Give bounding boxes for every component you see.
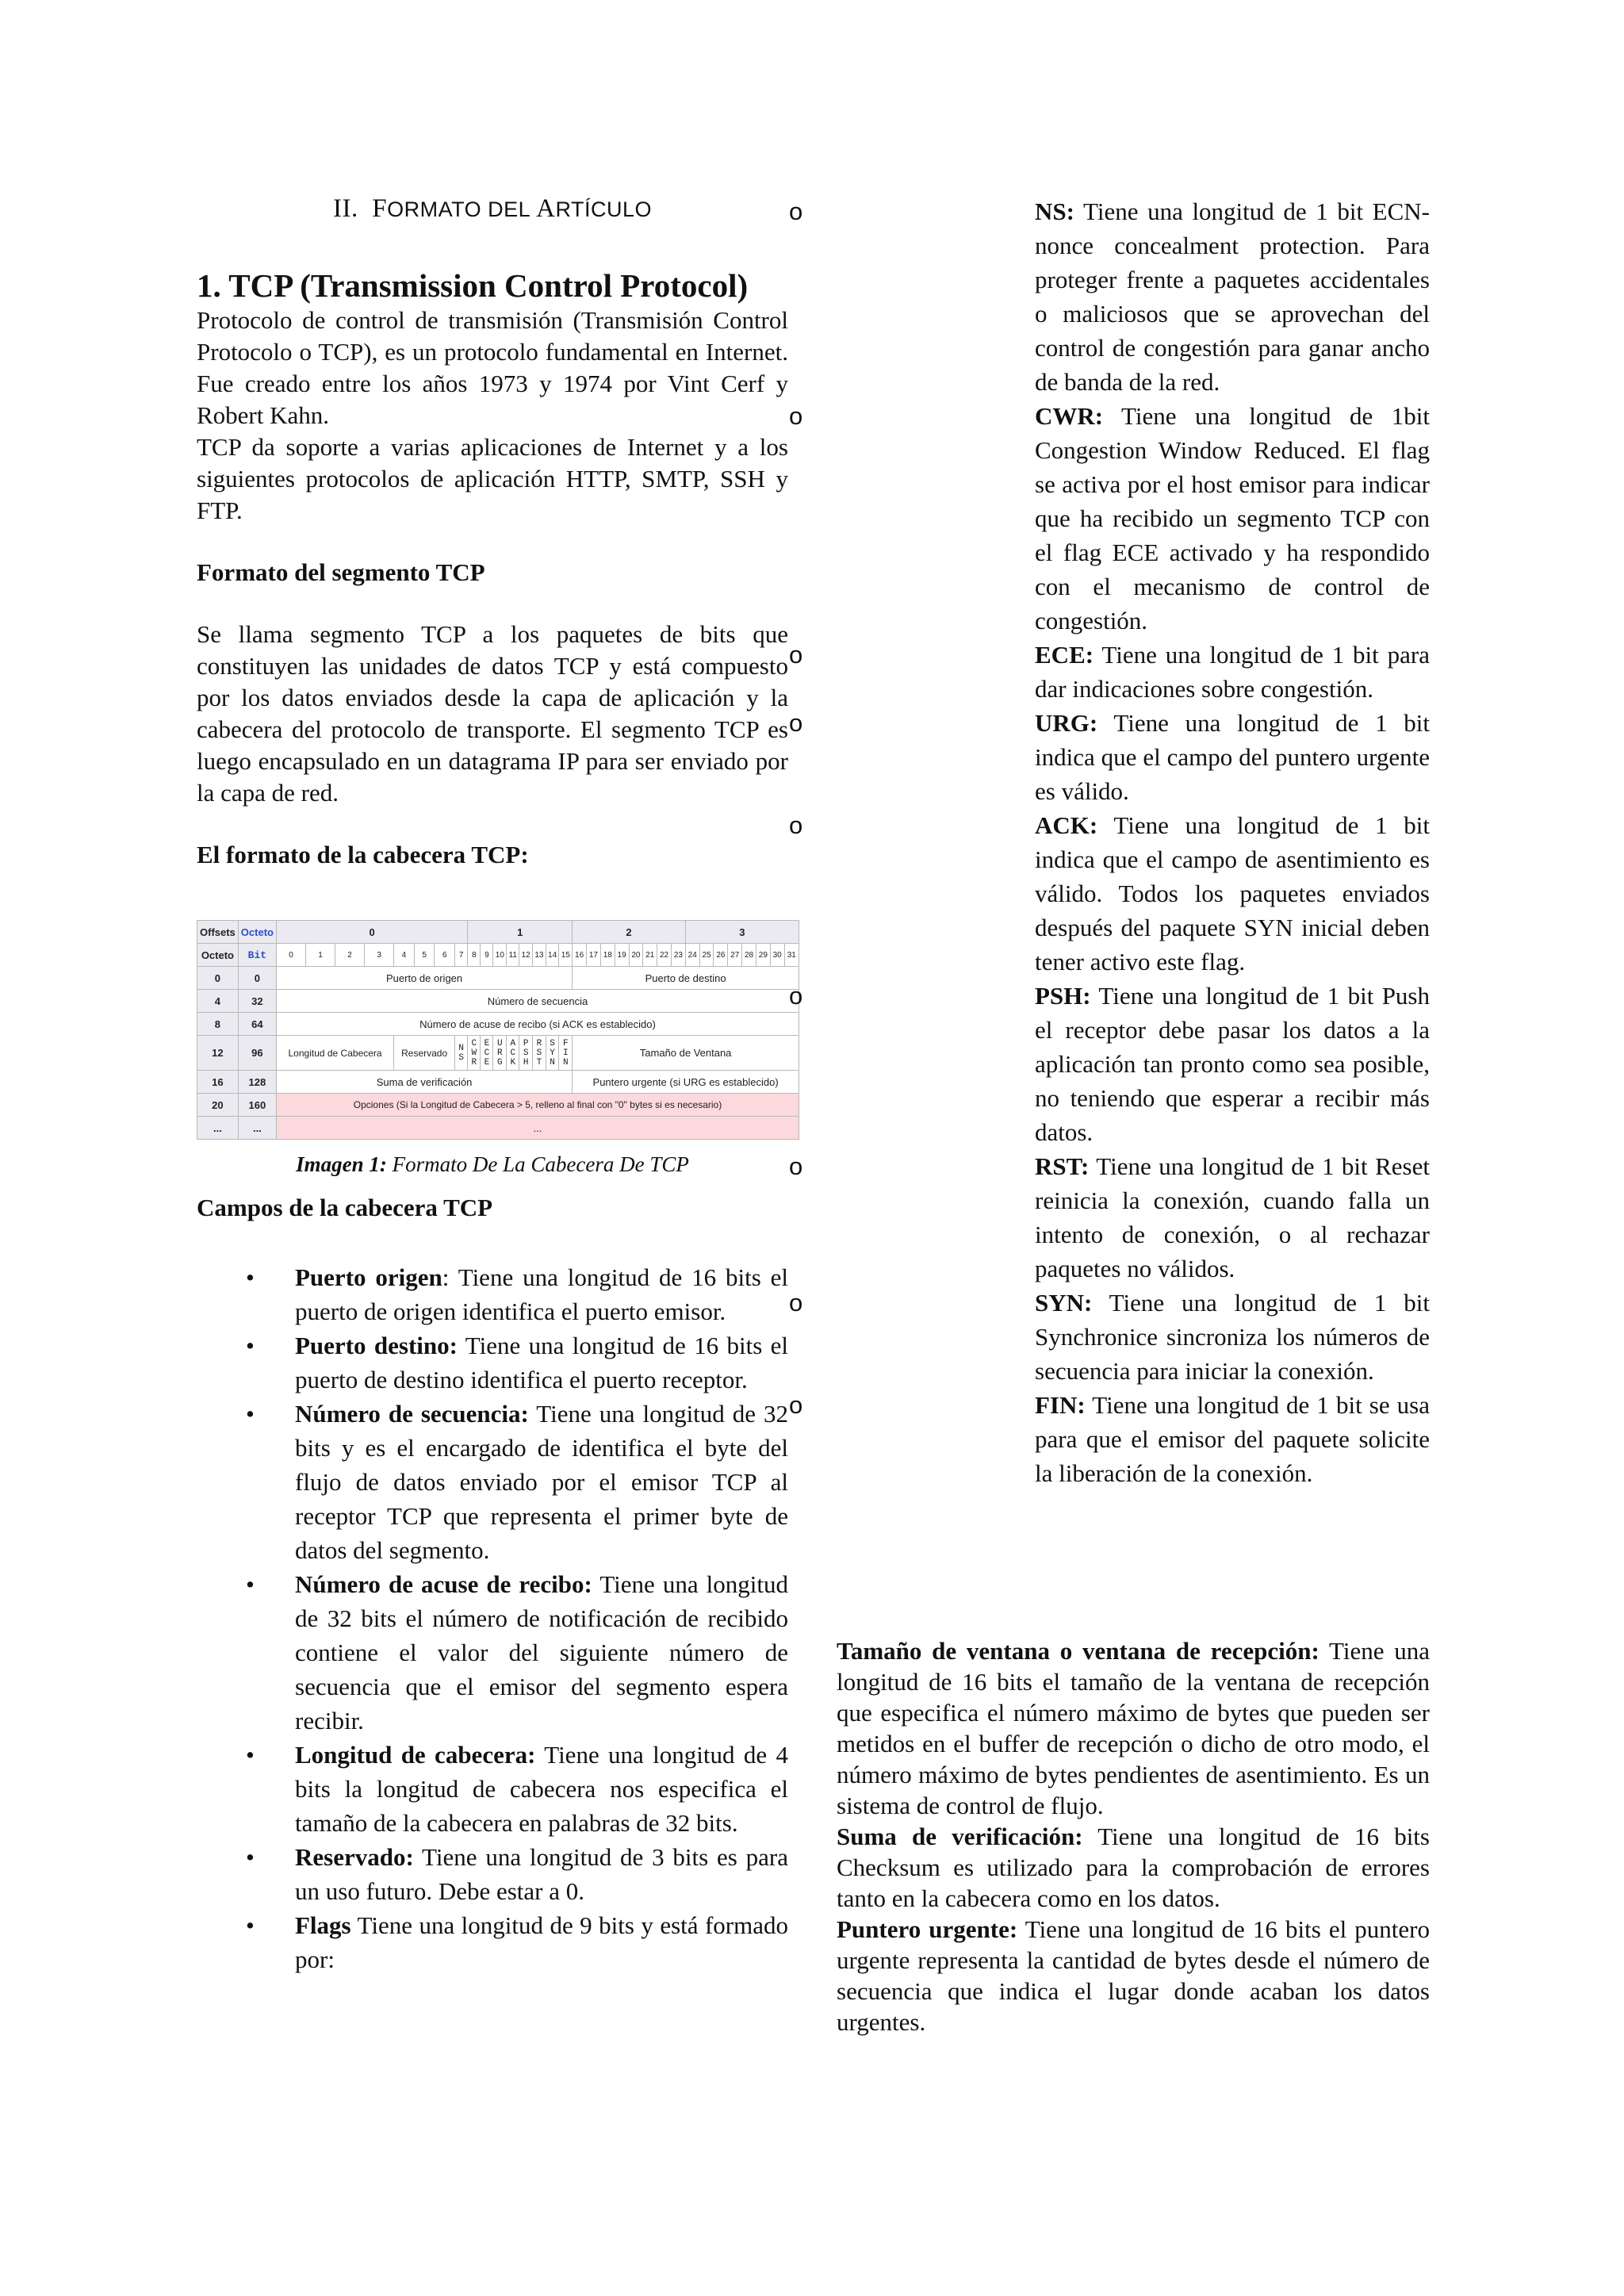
row-bit: 64	[238, 1013, 276, 1036]
row-bit: 160	[238, 1094, 276, 1117]
list-item: o SYN: Tiene una longitud de 1 bit Synchronice sincroniza los números de secuencia para iniciar la conexión.	[789, 1289, 1430, 1385]
row-bit: 96	[238, 1036, 276, 1071]
bit-cell: 25	[699, 944, 714, 967]
row-bit: 128	[238, 1071, 276, 1094]
list-item: • Número de secuencia: Tiene una longitud de 32 bits y es el encargado de identifica el byte del flujo de datos enviado por el emisor TCP al receptor TCP que representa el primer byte de datos del segmento.	[246, 1400, 788, 1564]
table-header-row	[197, 921, 799, 944]
caption-label: Imagen 1:	[296, 1152, 387, 1176]
list-item: • Reservado: Tiene una longitud de 3 bits es para un uso futuro. Debe estar a 0.	[246, 1843, 788, 1905]
bit-cell: 11	[507, 944, 519, 967]
table-row	[197, 990, 799, 1013]
list-item: o ECE: Tiene una longitud de 1 bit para dar indicaciones sobre congestión.	[789, 641, 1430, 703]
flag-rst-cell: R S T	[533, 1036, 546, 1071]
octet-col-2: 2	[573, 921, 686, 944]
header-format-heading: El formato de la cabecera TCP:	[197, 841, 529, 868]
dest-port-cell: Puerto de destino	[573, 967, 799, 990]
list-item: o ACK: Tiene una longitud de 1 bit indica que el campo de asentimiento es válido. Todos los paquetes enviados después del paquete SYN inicial deben tener activo este flag.	[789, 811, 1430, 976]
octeto-label: Octeto	[197, 944, 239, 967]
bit-cell: 0	[276, 944, 305, 967]
flag-cwr-cell: C W R	[468, 1036, 481, 1071]
fields-list	[197, 1260, 788, 1976]
bit-cell: 22	[657, 944, 672, 967]
offsets-label: Offsets	[197, 921, 239, 944]
row-bit: 0	[238, 967, 276, 990]
segment-paragraph: Se llama segmento TCP a los paquetes de bits que constituyen las unidades de datos TCP y está compuesto por los datos enviados desde la capa de aplicación y la cabecera del protocolo de transporte. El segmento TCP es luego encapsulado en un datagrama IP para ser enviado por la capa de red.	[197, 620, 788, 807]
fields-heading: Campos de la cabecera TCP	[197, 1194, 493, 1221]
section-title-cap2: A	[536, 194, 556, 223]
bit-cell: 15	[559, 944, 573, 967]
bit-cell: 17	[587, 944, 601, 967]
tcp-header-table	[197, 920, 799, 1140]
bit-cell: 6	[435, 944, 455, 967]
bit-cell: 2	[335, 944, 365, 967]
bit-cell: 4	[394, 944, 415, 967]
bit-cell: 1	[306, 944, 335, 967]
bit-cell: 13	[533, 944, 546, 967]
bit-cell: 8	[468, 944, 481, 967]
list-item: o NS: Tiene una longitud de 1 bit ECN-nonce concealment protection. Para proteger frente a paquetes accidentales o maliciosos que se aprovechan del control de congestión para ganar ancho de banda de la red.	[789, 197, 1430, 396]
list-item: • Número de acuse de recibo: Tiene una longitud de 32 bits el número de notificación de recibido contiene el valor del siguiente número de secuencia que el emisor del segmento espera recibir.	[246, 1570, 788, 1734]
list-item: o RST: Tiene una longitud de 1 bit Reset reinicia la conexión, cuando falla un intento de conexión, o al rechazar paquetes no válidos.	[789, 1152, 1430, 1282]
table-row	[197, 1117, 799, 1140]
octet-col-1: 1	[468, 921, 573, 944]
bit-cell: 10	[493, 944, 507, 967]
ack-number-cell: Número de acuse de recibo (si ACK es establecido)	[276, 1013, 799, 1036]
flag-psh-cell: P S H	[519, 1036, 533, 1071]
urgent-pointer-paragraph: Puntero urgente: Tiene una longitud de 16 bits el puntero urgente representa la cantidad de bytes desde el número de secuencia que indica el lugar donde acaban los datos urgentes.	[837, 1915, 1431, 2036]
table-row	[197, 1036, 799, 1071]
window-size-paragraph: Tamaño de ventana o ventana de recepción: Tiene una longitud de 16 bits el tamaño de la ventana de recepción que especifica el número máximo de bytes que pueden ser metidos en el buffer de recepción o dicho de otro modo, el número máximo de bytes pendientes de asentimiento. Es un sistema de control de flujo.	[837, 1637, 1430, 1819]
bit-cell: 20	[629, 944, 643, 967]
urgent-pointer-cell: Puntero urgente (si URG es establecido)	[573, 1071, 799, 1094]
section-heading	[197, 194, 788, 224]
window-size-cell: Tamaño de Ventana	[573, 1036, 799, 1071]
flag-ns-cell: N S	[455, 1036, 468, 1071]
flag-ece-cell: E C E	[481, 1036, 493, 1071]
reserved-cell: Reservado	[394, 1036, 455, 1071]
list-item: o PSH: Tiene una longitud de 1 bit Push el receptor debe pasar los datos a la aplicación tan pronto como sea posible, no teniendo que esperar a recibir más datos.	[789, 982, 1430, 1146]
section-title-rest2: RTÍCULO	[555, 197, 652, 221]
intro-paragraph-1: Protocolo de control de transmisión (Transmisión Control Protocolo o TCP), es un protocolo fundamental en Internet. Fue creado entre los años 1973 y 1974 por Vint Cerf y Robert Kahn.	[197, 306, 788, 429]
row-octeto: 4	[197, 990, 239, 1013]
bit-cell: 3	[365, 944, 394, 967]
list-item: o URG: Tiene una longitud de 1 bit indica que el campo del puntero urgente es válido.	[789, 709, 1430, 805]
bit-cell: 5	[414, 944, 435, 967]
bit-cell: 9	[481, 944, 493, 967]
row-octeto: 16	[197, 1071, 239, 1094]
left-column	[197, 194, 796, 1976]
bit-cell: 16	[573, 944, 587, 967]
row-octeto: 20	[197, 1094, 239, 1117]
intro-paragraph-2: TCP da soporte a varias aplicaciones de Internet y a los siguientes protocolos de aplicación HTTP, SMTP, SSH y FTP.	[197, 433, 788, 524]
list-item: o FIN: Tiene una longitud de 1 bit se usa para que el emisor del paquete solicite la liberación de la conexión.	[789, 1391, 1430, 1487]
bit-cell: 27	[728, 944, 742, 967]
bit-row	[197, 944, 799, 967]
table-row	[197, 1094, 799, 1117]
bit-cell: 7	[455, 944, 468, 967]
figure-caption	[197, 1151, 788, 1178]
row-octeto: 8	[197, 1013, 239, 1036]
list-item: • Longitud de cabecera: Tiene una longitud de 4 bits la longitud de cabecera nos especifica el tamaño de la cabecera en palabras de 32 bits.	[246, 1741, 788, 1837]
bit-cell: 19	[615, 944, 629, 967]
checksum-paragraph: Suma de verificación: Tiene una longitud de 16 bits Checksum es utilizado para la comprobación de errores tanto en la cabecera como en los datos.	[837, 1823, 1430, 1912]
bit-cell: 24	[685, 944, 699, 967]
bit-cell: 14	[546, 944, 559, 967]
list-item: • Puerto destino: Tiene una longitud de 16 bits el puerto de destino identifica el puerto receptor.	[246, 1332, 789, 1393]
segment-heading: Formato del segmento TCP	[197, 558, 485, 586]
bit-cell: 30	[770, 944, 784, 967]
source-port-cell: Puerto de origen	[276, 967, 572, 990]
list-item: o CWR: Tiene una longitud de 1bit Congestion Window Reduced. El flag se activa por el host emisor para indicar que ha recibido un segmento TCP con el flag ECE activado y ha respondido con el mecanismo de control de congestión.	[789, 402, 1430, 634]
bit-cell: 29	[756, 944, 770, 967]
row-octeto: 12	[197, 1036, 239, 1071]
section-title-rest1: ORMATO DEL	[387, 197, 537, 221]
flag-syn-cell: S Y N	[546, 1036, 559, 1071]
header-length-cell: Longitud de Cabecera	[276, 1036, 393, 1071]
bit-label: Bit	[238, 944, 276, 967]
options-cell: Opciones (Si la Longitud de Cabecera > 5, relleno al final con "0" bytes si es necesario)	[276, 1094, 799, 1117]
section-number: II.	[333, 194, 358, 223]
flag-fin-cell: F I N	[559, 1036, 573, 1071]
bit-cell: 21	[643, 944, 657, 967]
octeto-label-top: Octeto	[238, 921, 276, 944]
flag-urg-cell: U R G	[493, 1036, 507, 1071]
bit-cell: 31	[784, 944, 799, 967]
row-octeto: ...	[197, 1117, 239, 1140]
table-row	[197, 1013, 799, 1036]
extra-fields	[837, 1635, 1430, 2037]
bit-cell: 23	[671, 944, 685, 967]
row-bit: 32	[238, 990, 276, 1013]
checksum-cell: Suma de verificación	[276, 1071, 572, 1094]
ellipsis-cell: ...	[276, 1117, 799, 1140]
bit-cell: 18	[600, 944, 615, 967]
bit-cell: 26	[714, 944, 728, 967]
sequence-number-cell: Número de secuencia	[276, 990, 799, 1013]
table-row	[197, 1071, 799, 1094]
main-title: 1. TCP (Transmission Control Protocol)	[197, 267, 749, 304]
list-item: • Puerto origen: Tiene una longitud de 16 bits el puerto de origen identifica el puerto emisor.	[246, 1263, 789, 1325]
table-row	[197, 967, 799, 990]
bit-cell: 12	[519, 944, 533, 967]
row-bit: ...	[238, 1117, 276, 1140]
flag-ack-cell: A C K	[507, 1036, 519, 1071]
octet-col-3: 3	[685, 921, 799, 944]
list-item: • Flags Tiene una longitud de 9 bits y está formado por:	[246, 1911, 788, 1973]
octet-col-0: 0	[276, 921, 467, 944]
caption-text: Formato De La Cabecera De TCP	[392, 1152, 689, 1176]
row-octeto: 0	[197, 967, 239, 990]
section-title-cap1: F	[372, 194, 388, 223]
bit-cell: 28	[742, 944, 756, 967]
